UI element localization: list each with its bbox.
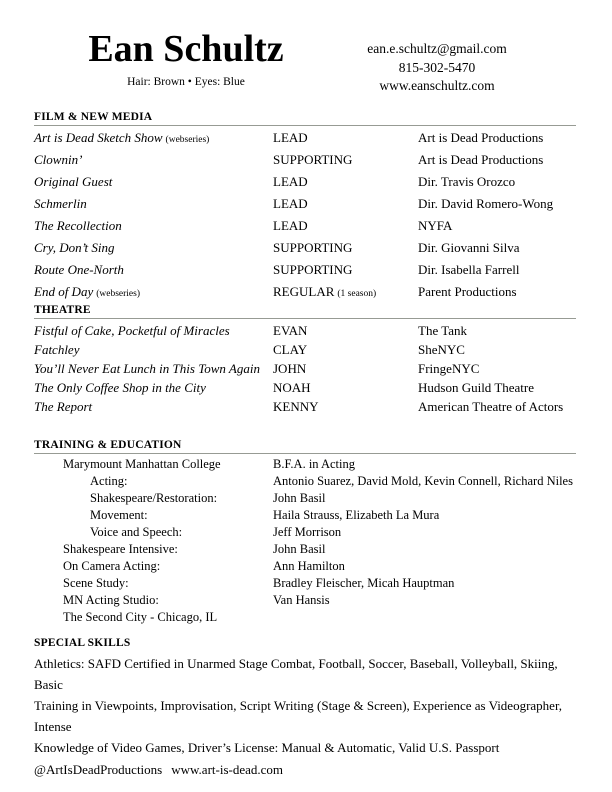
training-value: Antonio Suarez, David Mold, Kevin Connell, Richard Niles xyxy=(273,474,573,488)
training-value: B.F.A. in Acting xyxy=(273,457,355,471)
role: LEAD xyxy=(273,196,308,211)
role: CLAY xyxy=(273,342,308,357)
section-film-new-media xyxy=(34,110,576,304)
role: REGULAR (1 season) xyxy=(273,284,377,299)
production-title: Clownin’ xyxy=(34,152,83,167)
training-row xyxy=(34,541,576,558)
section-title: SPECIAL SKILLS xyxy=(34,637,131,649)
training-row xyxy=(34,473,576,490)
theatre-credit-list xyxy=(34,319,576,416)
special-skills-paragraph xyxy=(34,651,576,758)
film-credit-row xyxy=(34,216,576,238)
contact-phone: 815-302-5470 xyxy=(398,59,476,75)
training-value: Jeff Morrison xyxy=(273,525,342,539)
physical-attributes: Hair: Brown • Eyes: Blue xyxy=(127,76,245,88)
skills-line: Knowledge of Video Games, Driver’s License: Manual & Automatic, Valid U.S. Passport xyxy=(34,740,500,755)
contact-block xyxy=(337,40,537,96)
social-handle: @ArtIsDeadProductions xyxy=(34,762,163,777)
role: LEAD xyxy=(273,174,308,189)
training-label: Movement: xyxy=(90,508,148,522)
film-credit-row xyxy=(34,150,576,172)
page-title: Ean Schultz xyxy=(88,28,284,70)
role: SUPPORTING xyxy=(273,240,353,255)
training-list xyxy=(34,454,576,626)
production-title: Art is Dead Sketch Show (webseries) xyxy=(34,130,210,145)
theatre-credit-row xyxy=(34,397,576,416)
role: NOAH xyxy=(273,380,311,395)
company: American Theatre of Actors xyxy=(418,399,564,414)
training-value: John Basil xyxy=(273,542,326,556)
skills-line: Training in Viewpoints, Improvisation, Script Writing (Stage & Screen), Experience as Videographer, Intense xyxy=(34,698,563,734)
role: SUPPORTING xyxy=(273,262,353,277)
company: Dir. Giovanni Silva xyxy=(418,240,520,255)
section-title: FILM & NEW MEDIA xyxy=(34,110,576,126)
training-row xyxy=(34,507,576,524)
training-label: Scene Study: xyxy=(63,576,129,590)
section-theatre xyxy=(34,303,576,416)
production-title: Fatchley xyxy=(34,342,80,357)
training-row xyxy=(34,456,576,473)
section-title: TRAINING & EDUCATION xyxy=(34,438,576,454)
film-credit-row xyxy=(34,194,576,216)
contact-email: ean.e.schultz@gmail.com xyxy=(367,41,507,56)
training-row xyxy=(34,575,576,592)
skills-line: Athletics: SAFD Certified in Unarmed Stage Combat, Football, Soccer, Baseball, Volleyball, Skiing, Basic xyxy=(34,656,558,692)
role: LEAD xyxy=(273,218,308,233)
training-value: Haila Strauss, Elizabeth La Mura xyxy=(273,508,440,522)
company: Parent Productions xyxy=(418,284,517,299)
theatre-credit-row xyxy=(34,359,576,378)
theatre-credit-row xyxy=(34,340,576,359)
training-label: Shakespeare/Restoration: xyxy=(90,491,218,505)
training-label: MN Acting Studio: xyxy=(63,593,159,607)
company: FringeNYC xyxy=(418,361,480,376)
production-title: Schmerlin xyxy=(34,196,87,211)
section-title: THEATRE xyxy=(34,303,576,319)
training-label: Shakespeare Intensive: xyxy=(63,542,178,556)
company: SheNYC xyxy=(418,342,465,357)
company: Dir. Travis Orozco xyxy=(418,174,516,189)
social-footer xyxy=(34,759,576,780)
company: Art is Dead Productions xyxy=(418,152,544,167)
company: Art is Dead Productions xyxy=(418,130,544,145)
film-credit-list xyxy=(34,126,576,304)
theatre-credit-row xyxy=(34,321,576,340)
production-title: End of Day (webseries) xyxy=(34,284,141,299)
role: EVAN xyxy=(273,323,308,338)
training-label: Marymount Manhattan College xyxy=(63,457,221,471)
training-row xyxy=(34,558,576,575)
role: KENNY xyxy=(273,399,319,414)
training-row xyxy=(34,609,576,626)
training-row xyxy=(34,490,576,507)
training-label: Acting: xyxy=(90,474,128,488)
company: Dir. Isabella Farrell xyxy=(418,262,520,277)
production-title: The Only Coffee Shop in the City xyxy=(34,380,206,395)
production-title: The Report xyxy=(34,399,93,414)
production-title: Route One-North xyxy=(34,262,124,277)
film-credit-row xyxy=(34,128,576,150)
training-value: Bradley Fleischer, Micah Hauptman xyxy=(273,576,455,590)
production-title: Cry, Don’t Sing xyxy=(34,240,115,255)
film-credit-row xyxy=(34,172,576,194)
production-title: Original Guest xyxy=(34,174,113,189)
section-training-education xyxy=(34,438,576,626)
training-row xyxy=(34,592,576,609)
training-label: On Camera Acting: xyxy=(63,559,161,573)
training-row xyxy=(34,524,576,541)
role: LEAD xyxy=(273,130,308,145)
training-value xyxy=(273,609,576,626)
film-credit-row xyxy=(34,238,576,260)
company: Hudson Guild Theatre xyxy=(418,380,535,395)
production-website: www.art-is-dead.com xyxy=(171,762,284,777)
role: SUPPORTING xyxy=(273,152,353,167)
training-value: Ann Hamilton xyxy=(273,559,345,573)
role: JOHN xyxy=(273,361,307,376)
company: NYFA xyxy=(418,218,453,233)
film-credit-row xyxy=(34,260,576,282)
theatre-credit-row xyxy=(34,378,576,397)
film-credit-row xyxy=(34,282,576,304)
training-label: The Second City - Chicago, IL xyxy=(63,610,218,624)
production-title: You’ll Never Eat Lunch in This Town Again xyxy=(34,361,260,376)
company: The Tank xyxy=(418,323,468,338)
training-value: John Basil xyxy=(273,491,326,505)
training-value: Van Hansis xyxy=(273,593,330,607)
production-title: Fistful of Cake, Pocketful of Miracles xyxy=(34,323,230,338)
contact-website: www.eanschultz.com xyxy=(379,78,495,93)
company: Dir. David Romero-Wong xyxy=(418,196,554,211)
section-special-skills xyxy=(34,636,576,780)
production-title: The Recollection xyxy=(34,218,122,233)
training-label: Voice and Speech: xyxy=(90,525,183,539)
header-name-block xyxy=(36,26,336,90)
